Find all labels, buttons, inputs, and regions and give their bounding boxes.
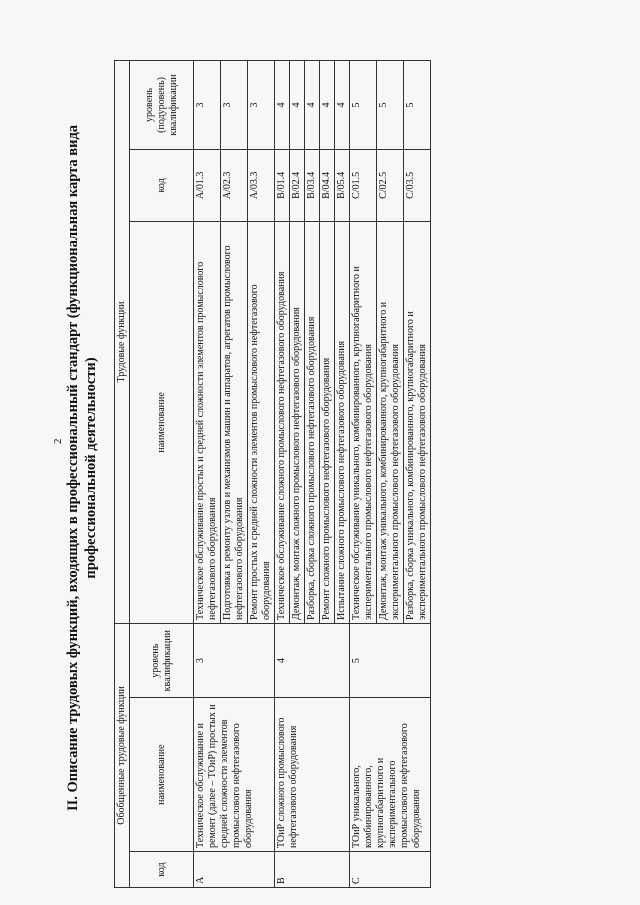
header-generalized: Обобщенные трудовые функции	[115, 623, 130, 887]
group-level: 4	[275, 623, 350, 697]
function-name: Ремонт сложного промыслового нефтегазового оборудования	[320, 221, 335, 623]
table-row	[275, 61, 290, 888]
group-name: ТОиР уникального, комбинированного, крупногабаритного и экспериментального промыслового нефтегазового оборудования	[350, 698, 431, 852]
function-code: C/03.5	[404, 149, 431, 221]
function-name: Ремонт простых и средней сложности элементов промыслового нефтегазового оборудования	[248, 221, 275, 623]
functional-map-table	[114, 60, 431, 888]
function-name: Разборка, сборка сложного промыслового нефтегазового оборудования	[305, 221, 320, 623]
table-row	[350, 61, 377, 888]
header-name2: наименование	[130, 221, 194, 623]
group-code: A	[194, 852, 275, 888]
group-level: 5	[350, 623, 431, 697]
group-name: Техническое обслуживание и ремонт (далее – ТОиР) простых и средней сложности элементов промыслового нефтегазового оборудования	[194, 698, 275, 852]
function-name: Техническое обслуживание сложного промыслового нефтегазового оборудования	[275, 221, 290, 623]
header-labor: Трудовые функции	[115, 61, 130, 624]
function-code: B/05.4	[335, 149, 350, 221]
function-level: 3	[194, 61, 221, 150]
function-level: 4	[320, 61, 335, 150]
function-level: 4	[290, 61, 305, 150]
function-name: Подготовка к ремонту узлов и механизмов машин и аппаратов, агрегатов промыслового нефтегазового оборудования	[221, 221, 248, 623]
function-code: A/03.3	[248, 149, 275, 221]
group-name: ТОиР сложного промыслового нефтегазового оборудования	[275, 698, 350, 852]
function-code: B/02.4	[290, 149, 305, 221]
function-level: 4	[335, 61, 350, 150]
function-code: C/02.5	[377, 149, 404, 221]
rotated-content	[64, 48, 624, 888]
function-name: Техническое обслуживание простых и средней сложности элементов промыслового нефтегазового оборудования	[194, 221, 221, 623]
section-title	[64, 48, 100, 888]
function-name: Испытание сложного промыслового нефтегазового оборудования	[335, 221, 350, 623]
function-code: A/02.3	[221, 149, 248, 221]
function-level: 3	[248, 61, 275, 150]
group-code: C	[350, 852, 431, 888]
function-code: B/03.4	[305, 149, 320, 221]
header-sublevel: уровень (подуровень) квалификации	[130, 61, 194, 150]
function-level: 4	[275, 61, 290, 150]
function-level: 5	[377, 61, 404, 150]
function-code: B/04.4	[320, 149, 335, 221]
group-level: 3	[194, 623, 275, 697]
header-level: уровень квалификации	[130, 623, 194, 697]
function-level: 3	[221, 61, 248, 150]
function-name: Демонтаж, монтаж сложного промыслового нефтегазового оборудования	[290, 221, 305, 623]
section-title-line2: профессиональной деятельности)	[83, 357, 99, 579]
table-row	[194, 61, 221, 888]
page-number: 2	[52, 438, 64, 444]
section-title-line1: II. Описание трудовых функций, входящих в профессиональный стандарт (функциональная карта вида	[65, 124, 81, 812]
header-name: наименование	[130, 698, 194, 852]
function-code: A/01.3	[194, 149, 221, 221]
function-level: 5	[350, 61, 377, 150]
function-name: Демонтаж, монтаж уникального, комбинированного, крупногабаритного и экспериментального промыслового нефтегазового оборудования	[377, 221, 404, 623]
function-code: C/01.5	[350, 149, 377, 221]
function-name: Разборка, сборка уникального, комбинированного, крупногабаритного и экспериментального промыслового нефтегазового оборудования	[404, 221, 431, 623]
function-code: B/01.4	[275, 149, 290, 221]
function-name: Техническое обслуживание уникального, комбинированного, крупногабаритного и экспериментального промыслового нефтегазового оборудования	[350, 221, 377, 623]
header-code2: код	[130, 149, 194, 221]
function-level: 4	[305, 61, 320, 150]
function-level: 5	[404, 61, 431, 150]
header-code: код	[130, 852, 194, 888]
group-code: B	[275, 852, 350, 888]
